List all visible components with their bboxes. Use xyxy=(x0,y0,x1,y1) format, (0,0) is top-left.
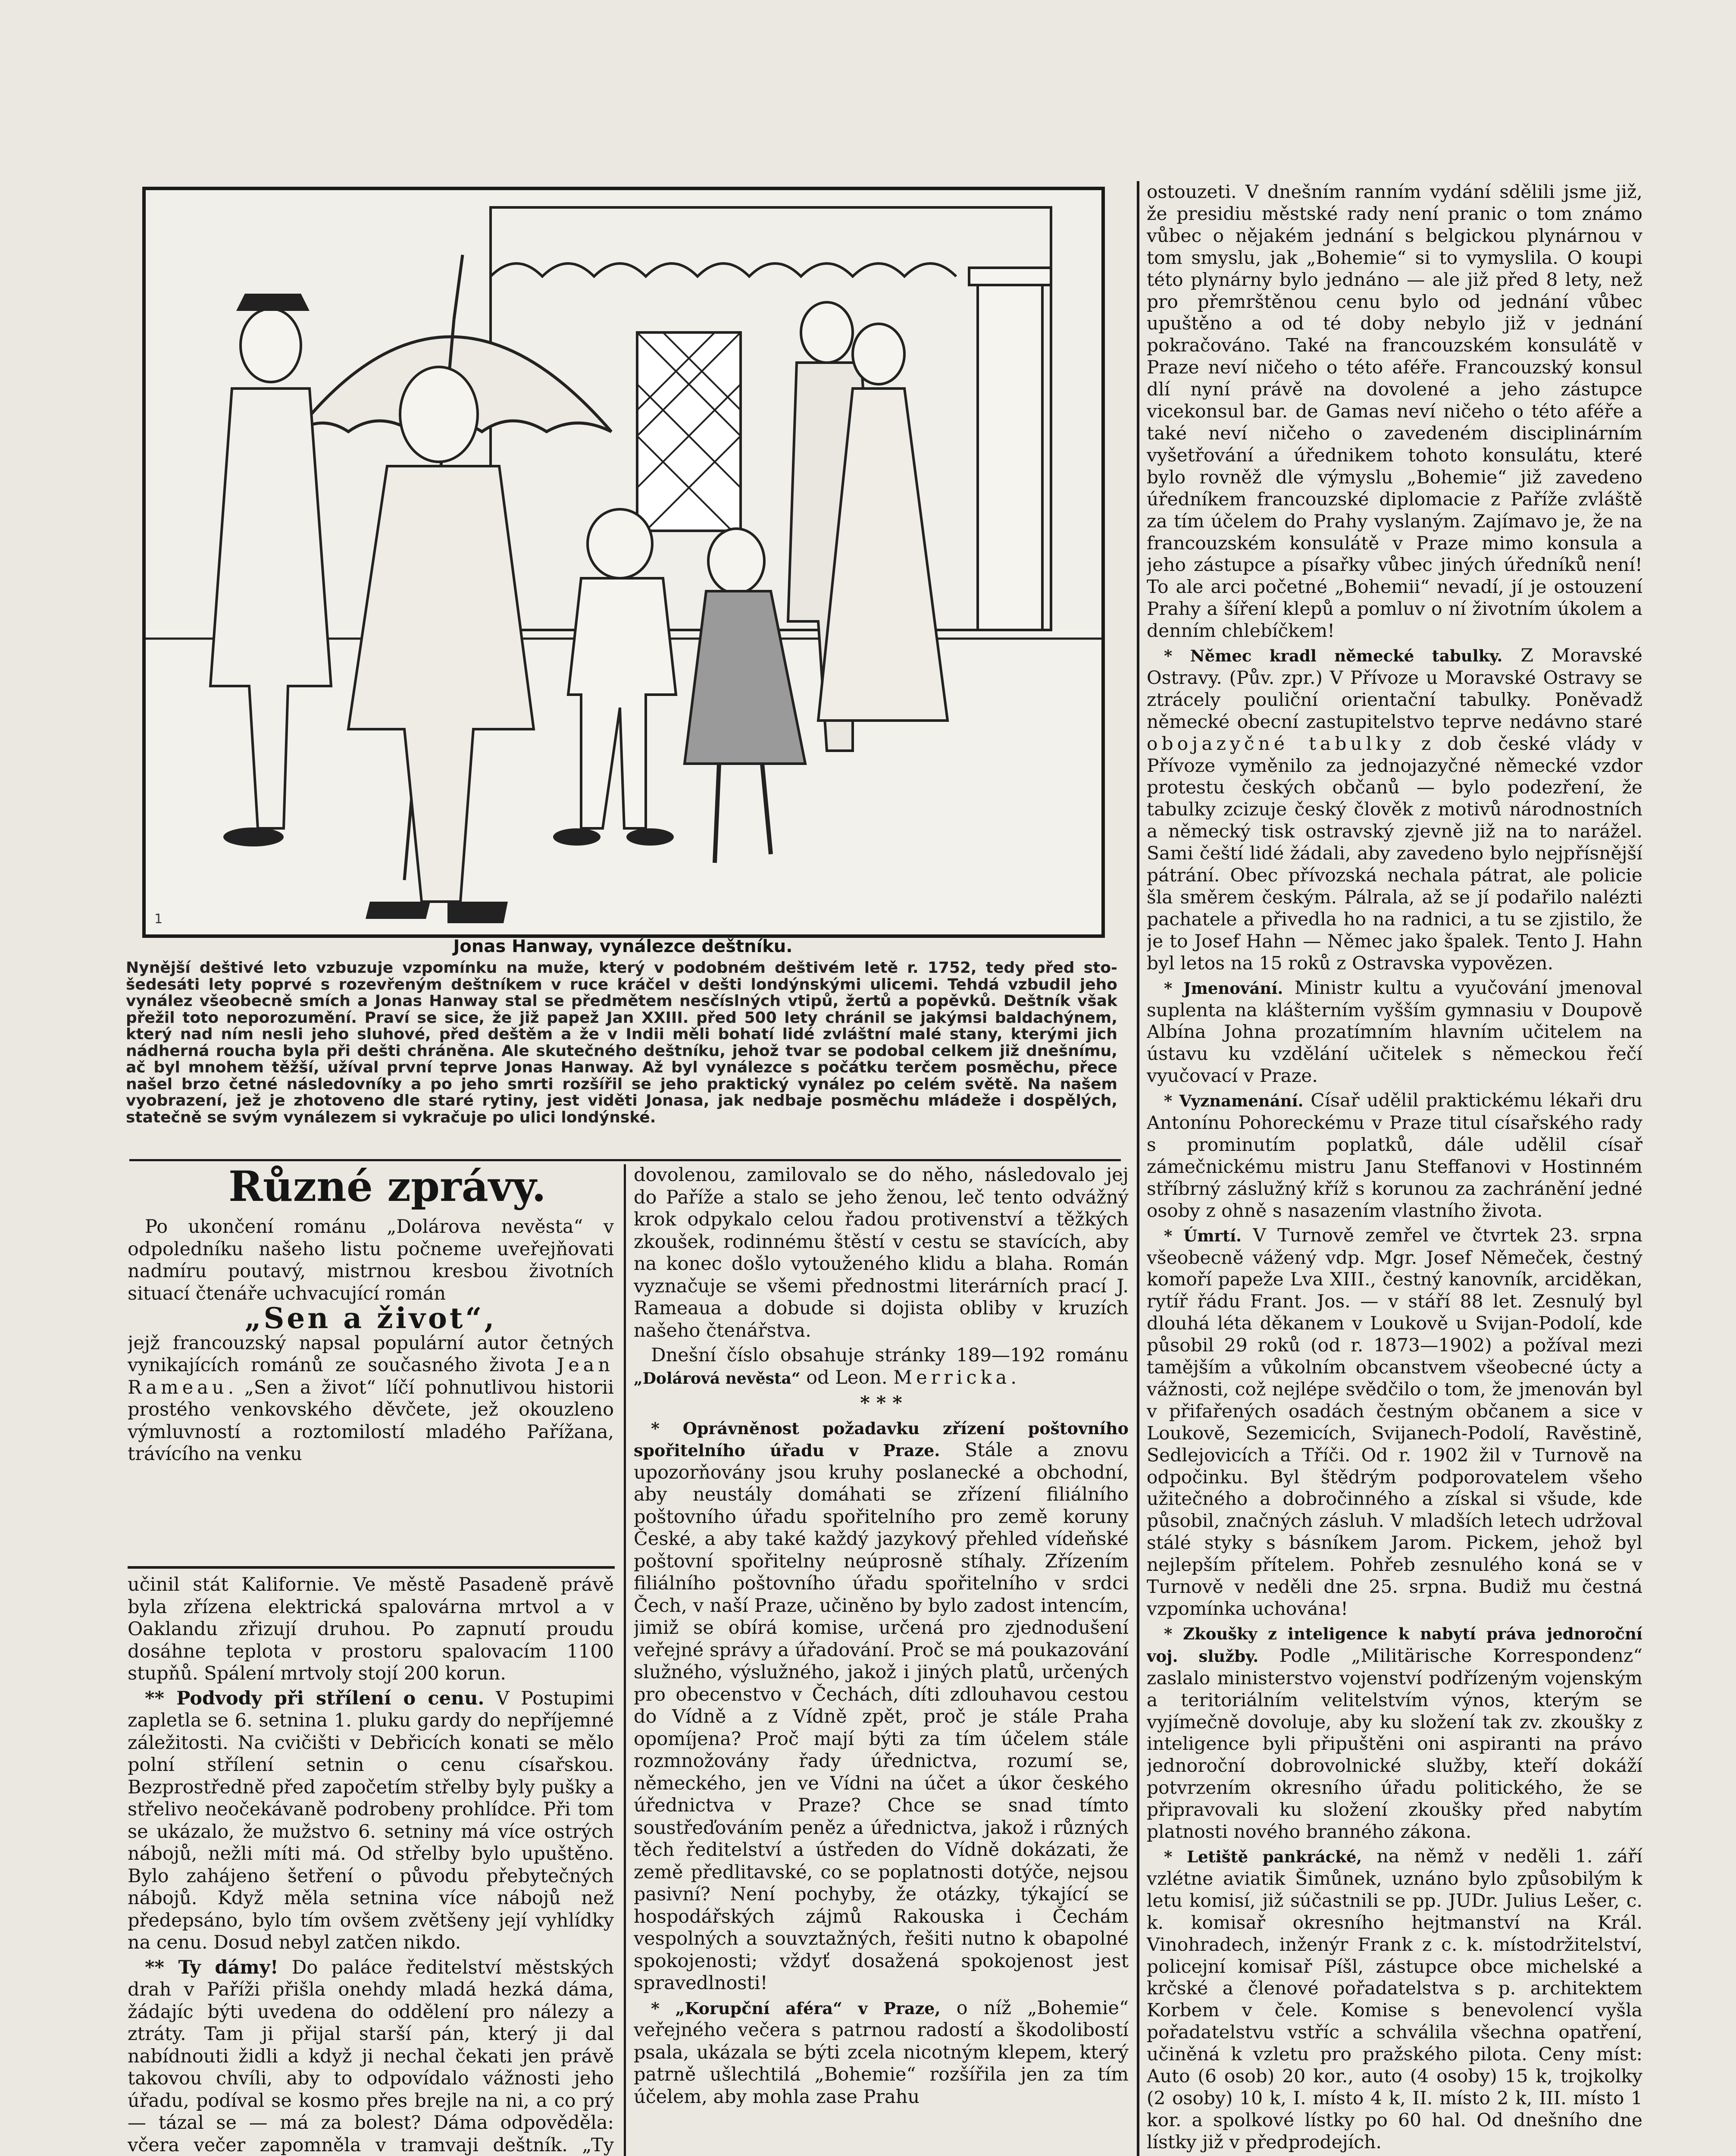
issue-note-author: Merricka xyxy=(893,1366,1011,1388)
right-column xyxy=(1147,181,1642,2156)
appointment-heading: * Jmenování. xyxy=(1164,978,1283,998)
tables-text-b: z dob české vlády v Přívoze vyměnilo za jednojazyčné německé vzdor protestu českých občanů — bylo podezření, že tabulky zcizuje český člověk z motivů národnostních a německý tisk ostravský zjevně již na to narážel. Sami čeští lidé žádali, aby zavedeno bylo nejpřísnější pátrání. Obec přívozská nechala pátrat, ale policie šla směrem českým. Pálrala, až se jí podařilo nalézti pachatele a přivedla ho na radnici, a tu se zjistilo, že je to Josef Hahn — Němec jako špalek. Tento J. Hahn byl letos na 15 roků z Ostravska vypovězen. xyxy=(1147,733,1642,974)
tables-paragraph xyxy=(1147,645,1642,975)
novel-continuation: dovolenou, zamilovalo se do něho, následovalo jej do Paříže a stalo se jeho ženou, leč tento odvážný krok odpykalo celou řadou protivenství a těžkých zkoušek, rodinnému štěstí v cestu se stavících, aby na konec došlo vytouženého klidu a blaha. Román vyznačuje se všemi přednostmi literárních prací J. Rameaua a dobude si dojista obliby v kruzích našeho čtenářstva. xyxy=(634,1164,1129,1341)
tables-text-spaced: obojazyčné tabulky xyxy=(1147,733,1405,754)
airfield-text: na němž v neděli 1. září vzlétne aviatik Šimůnek, uznáno bylo způsobilým k letu komisí, již súčastnili se pp. JUDr. Julius Lešer, c. k. komisař okresního hejtmanství na Král. Vinohradech, inženýr Frank z c. k. místodržitelství, policejní komisař Píšl, zástupce obce michelské a krčské a členové pořadatelstva s p. architektem Korbem v čele. Komise s benevolencí vyšla pořadatelstvu vstříc a schválila všechna opatření, učiněná k vzletu pro pražského pilota. Ceny míst: Auto (6 osob) 20 kor., auto (4 osoby) 15 k, trojkolky (2 osoby) 10 k, I. místo 4 k, II. místo 2 k, III. místo 1 kor. a spolkové lístky po 60 hal. Od dnešního dne lístky již v předprodejích. xyxy=(1147,1845,1642,2153)
section-stars: * * * xyxy=(860,1392,902,1414)
airfield-paragraph xyxy=(1147,1846,1642,2153)
bohemie-paragraph: ostouzeti. V dnešním ranním vydání sdělili jsme již, že presidiu městské rady není pranic o tom známo vůbec o nějakém jednání s belgickou plynárnou v tom smyslu, jak „Bohemie“ si to vymyslila. O koupi této plynárny bylo jednáno — ale již před 8 lety, než pro přemrštěnou cenu bylo od jednání vůbec upuštěno a od té doby nebylo již v jednání pokračováno. Také na francouzském konsulátě v Praze neví ničeho o této aféře. Francouzský konsul dlí nyní právě na dovolené a jeho zástupce vicekonsul bar. de Gamas neví ničeho o této aféře a také neví ničeho o zavedeném disciplinárním vyšetřování a úřednikem tohoto konsulátu, které bylo rovněž dle výmyslu „Bohemie“ již zavedeno úředníkem francouzské diplomacie z Paříže zvláště za tím účelem do Prahy vyslaným. Zajímavo je, že na francouzském konsulátě v Praze mimo konsula a jeho zástupce a písařky vůbec jiných úředníků není! To ale arci početné „Bohemii“ nevadí, jí je ostouzení Prahy a šíření klepů a pomluv o ní životním úkolem a denním chlebíčkem! xyxy=(1147,181,1642,642)
shooting-fraud-heading: ** Podvody při střílení o cenu. xyxy=(145,1687,485,1709)
death-text: V Turnově zemřel ve čtvrtek 23. srpna všeobecně vážený vdp. Mgr. Josef Němeček, čestný komoří papeže Lva XIII., čestný kanovník, arciděkan, rytíř řádu Frant. Jos. — v stáří 88 let. Zesnulý byl dlouhá léta děkanem v Loukově u Svijan-Podolí, kde působil 29 roků (od r. 1873—1902) a požíval mezi tamějším a vůkolním obcanstvem všeobecné úcty a vážnosti, což nejlépe svědčilo o tom, že jmenován byl v přifařených osadách čestným občanem a sice v Loukově, Sezemicích, Svijanech-Podolí, Ravěstině, Sedlejovicích a Tříči. Od r. 1902 žil v Turnově na odpočinku. Byl štědrým podporovatelem všeho užitečného a dobročinného a získal si všude, kde působil, značných zásluh. V mladších letech udržoval stálé styky s básníkem Jarom. Pickem, jehož byl nejlepším přítelem. Pohřeb zesnulého koná se v Turnově v neděli dne 25. srpna. Budiž mu čestná vzpomínka uchována! xyxy=(1147,1224,1642,1619)
novel-title: „Sen a život“, xyxy=(244,1301,497,1335)
intro-text-a: jejž francouzský napsal populární autor četných vynikajících románů ze současného života xyxy=(128,1332,614,1376)
tables-text-a: Z Moravské Ostravy. (Pův. zpr.) V Přívoze u Moravské Ostravy se ztrácely pouliční orientační tabulky. Poněvadž německé obecní zastupitelstvo teprve nedávno staré xyxy=(1147,645,1642,732)
corruption-heading: * „Korupční aféra“ v Praze, xyxy=(651,1998,941,2018)
middle-column xyxy=(634,1164,1129,2156)
postal-savings-text: Stále a znovu upozorňovány jsou kruhy poslanecké a obchodní, aby neustály domáhati se zřízení filiálního poštovního úřadu spořitelního pro země koruny České, a aby také každý jazykový přehled vídeňské poštovní spořitelny neúprosně stíhaly. Zřízením filiálního poštovního úřadu spořitelního v srdci Čech, v naší Praze, učiněno by bylo zadost intencím, jimiž se obírá komise, určená pro zjednodušení veřejné správy a úřadování. Proč se má poukazování služného, výslužného, jakož i jiných platů, určených pro obecenstvo v Čechách, díti zdlouhavou cestou do Vídně a z Vídně zpět, proč je stále Praha opomíjena? Proč mají býti za tím účelem stále rozmnožovány řady úřednictva, rozumí se, německého, jen ve Vídni na účet a úkor českého úřednictva v Praze? Chce se snad tímto soustřeďováním peněz a úřednictva, jakož i různých těch ředitelství a ústředen do Vídně dokázati, že země předlitavské, co se poplatnosti dotýče, nejsou pasivní? Není pochyby, že otázky, týkající se hospodářských zájmů Rakouska i Čechám vespolných a souvztažných, řešiti nutno k obapolné spokojenosti; vždyť dosažená spokojenost jest spravedlnosti! xyxy=(634,1439,1129,1994)
ladies-heading: ** Ty dámy! xyxy=(145,1956,278,1978)
section-headline: Různé zprávy. xyxy=(228,1162,546,1211)
block-divider xyxy=(128,1566,615,1569)
column-divider xyxy=(1137,181,1139,2156)
intro-paragraph-continued xyxy=(128,1332,614,1466)
military-exam-paragraph xyxy=(1147,1623,1642,1843)
column-divider xyxy=(624,1164,626,2156)
military-exam-text: Podle „Militärische Korrespondenz“ zaslalo ministerstvo vojenství podřízeným vojenským a teritoriálním velitelstvím výnos, kterým se vyjímečně dovoluje, aby ku složení tak zv. zkoušky z inteligence byli připuštěni oni aspiranti na právo jednoroční dobrovolnické služby, kteří dokáží potvrzením okresního úřadu politického, že se připravovali ku složení zkoušky před nabytím platnosti nového branného zákona. xyxy=(1147,1645,1642,1843)
tables-heading: * Němec kradl německé tabulky. xyxy=(1164,646,1503,666)
svg-text:1: 1 xyxy=(154,912,163,927)
shooting-fraud-paragraph xyxy=(128,1688,614,1954)
author-name: Jean Rameau xyxy=(128,1354,614,1398)
intro-paragraph: Po ukončení románu „Dolárova nevěsta“ v odpoledníku našeho listu počneme uveřejňovati nadmíru poutavý, mistrnou kresbou životních situací čtenáře uchvacující román xyxy=(128,1216,614,1304)
section-divider xyxy=(129,1159,1121,1161)
appointment-text: Ministr kultu a vyučování jmenoval suplenta na klášterním vyšším gymnasiu v Doupově Albína Johna prozatímním hlavním učitelem na ústavu ku vzdělání učitelek s německou řečí vyučovací v Praze. xyxy=(1147,977,1642,1087)
shooting-fraud-text: V Postupimi zapletla se 6. setnina 1. pluku gardy do nepříjemné záležitosti. Na cvičišti v Debřicích konati se mělo polní střílení setnin o cenu císařskou. Bezprostředně před započetím střelby byly pušky a střelivo neočekávaně podrobeny prohlídce. Při tom se ukázalo, že mužstvo 6. setniny má více ostrých nábojů, nežli míti má. Od střelby bylo upuštěno. Bylo zahájeno šetření o původu přebytečných nábojů. Když měla setnina více nábojů než předepsáno, bylo tím ovšem zvětšeny její vyhlídky na cenu. Dosud nebyl zatčen nikdo. xyxy=(128,1687,614,1953)
ladies-paragraph xyxy=(128,1957,614,2156)
death-heading: * Úmrtí. xyxy=(1164,1226,1242,1245)
award-text: Císař udělil praktickému lékaři dru Antonínu Pohoreckému v Praze titul císařského rady s prominutím poplatků, dále udělil císař zámečnickému mistru Janu Steffanovi v Hostinném stříbrný záslužný kříž s korunou za zachránění jedné osoby z ohně s nasazením vlastního života. xyxy=(1147,1090,1642,1221)
intro-text-b: . „Sen a život“ líčí pohnutlivou historii prostého venkovského děvčete, jež okouzleno výmluvností a roztomilostí mladého Pařížana, trávícího na venku xyxy=(128,1376,614,1465)
postal-savings-heading: * Oprávněnost požadavku zřízení poštovního spořitelního úřadu v Praze. xyxy=(634,1418,1129,1460)
umbrella-illustration xyxy=(146,190,1101,934)
issue-note-title: „Dolárová nevěsta“ xyxy=(634,1369,801,1388)
intro-column xyxy=(128,1216,614,1570)
caption-paragraph: Nynější deštivé leto vzbuzuje vzpomínku na muže, který v podobném deštivém letě r. 1752, tedy před sto-šedesáti lety poprvé s rozevřeným deštníkem v ruce kráčel v dešti londýnskými ulicemi. Tehdá vzbudil jeho vynález všeobecně smích a Jonas Hanway stal se předmětem nesčíslných vtipů, žertů a popěvků. Deštník však přežil toto neporozumění. Praví se sice, že již papež Jan XXIII. před 500 lety chránil se jakýmsi baldachýnem, který nad ním nesli jeho sluhové, před deštěm a že v Indii měli bohatí lidé zvláštní malé stany, kterými jich nádherná roucha byla při dešti chráněna. Ale skutečného deštníku, jehož tvar se podobal celkem již dnešnímu, ač byl mnohem těžší, užíval první teprve Jonas Hanway. Až byl vynálezce s počátku terčem posměchu, přece našel brzo četné následovníky a po jeho smrti rozšířil se jeho praktický vynález po celém světě. Na našem vyobrazení, jež je zhotoveno dle staré rytiny, jest viděti Jonasa, jak nedbaje posměchu mládeže i dospělých, statečně se svým vynálezem si vykračuje po ulici londýnské. xyxy=(126,959,1117,1126)
left-column xyxy=(128,1574,614,2156)
corruption-text: o níž „Bohemie“ veřejného večera s patrnou radostí a škodolibostí psala, ukázala se býti zcela nicotným klepem, který patrně ušlechtilá „Bohemie“ rozšířila jen za tím účelem, aby mohla zase Prahu xyxy=(634,1997,1129,2108)
cremation-paragraph: učinil stát Kalifornie. Ve městě Pasadeně právě byla zřízena elektrická spalovárna mrtvol a v Oaklandu zřizují druhou. Po zapnutí proudu dosáhne teplota v prostoru spalovacím 1100 stupňů. Spálení mrtvoly stojí 200 korun. xyxy=(128,1574,614,1684)
appointment-paragraph xyxy=(1147,977,1642,1087)
issue-note: Dnešní číslo obsahuje stránky 189—192 románu „Dolárová nevěsta“ od Leon. Merricka. xyxy=(634,1344,1129,1388)
ladies-text: Do paláce ředitelství městských drah v Paříži přišla onehdy mladá hezká dáma, žádajíc býti uvedena do oddělení pro nálezy a ztráty. Tam ji přijal starší pán, který ji dal nabídnouti židli a když ji nechal čekati jen právě takovou chvíli, aby to odpovídalo vážnosti jeho úřadu, podíval se kosmo přes brejle na ni, a co prý — tázal se — má za bolest? Dáma odpověděla: včera večer zapomněla v tramvaji deštník. „Ty xyxy=(128,1956,614,2156)
corruption-paragraph xyxy=(634,1997,1129,2109)
illustration-caption xyxy=(126,960,1117,1126)
award-heading: * Vyznamenání. xyxy=(1164,1091,1304,1111)
issue-note-a: Dnešní číslo obsahuje stránky 189—192 románu xyxy=(651,1344,1129,1366)
illustration-frame xyxy=(142,187,1105,938)
airfield-heading: * Letiště pankrácké, xyxy=(1164,1847,1362,1866)
illustration-title: Jonas Hanway, vynálezce deštníku. xyxy=(453,937,793,956)
death-paragraph xyxy=(1147,1225,1642,1620)
issue-note-b: od Leon. xyxy=(800,1366,894,1388)
postal-savings-paragraph xyxy=(634,1417,1129,1995)
military-exam-heading: * Zkoušky z inteligence k nabytí práva jednoroční voj. služby. xyxy=(1147,1624,1642,1666)
award-paragraph xyxy=(1147,1090,1642,1222)
